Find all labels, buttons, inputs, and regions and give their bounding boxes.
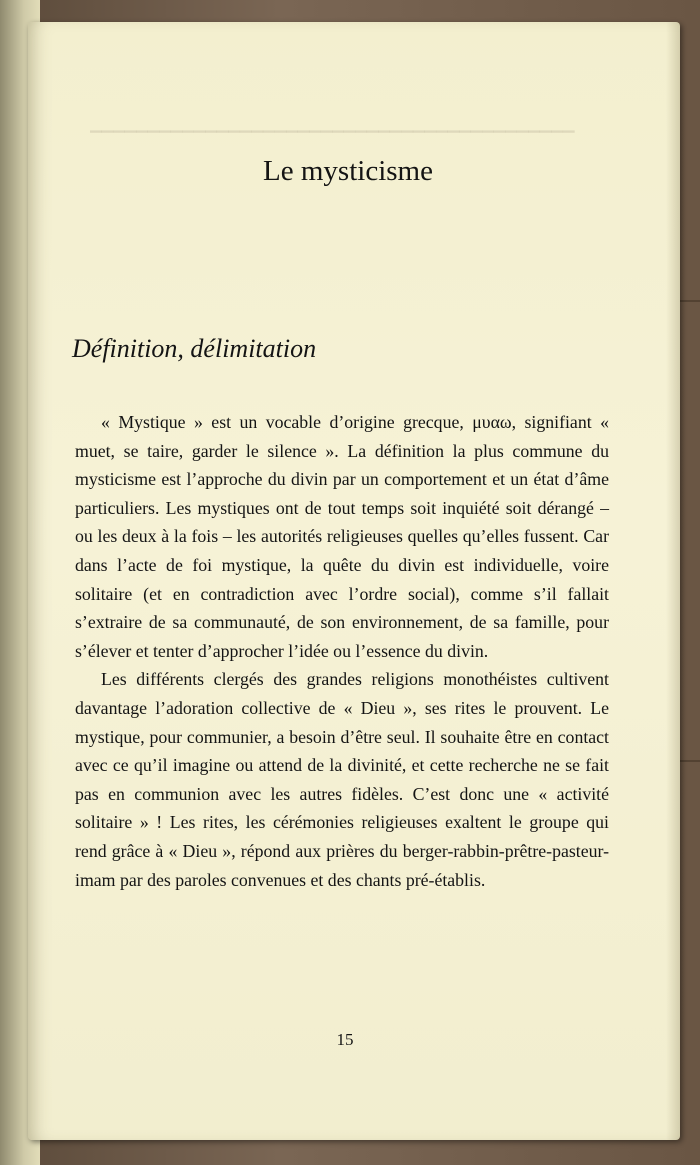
page-edge-shadow	[666, 22, 680, 1140]
body-text	[75, 408, 609, 894]
paragraph: « Mystique » est un vocable d’origine grecque, μυαω, signifiant « muet, se taire, garder le silence ». La définition la plus commune du mysticisme est l’approche du divin par un comportement et un état d’âme particuliers. Les mystiques ont de tout temps soit inquiété soit dérangé – ou les deux à la fois – les autorités religieuses quelles qu’elles fussent. Car dans l’acte de foi mystique, la quête du divin est individuelle, voire solitaire (et en contradiction avec l’ordre social), comme s’il fallait s’extraire de sa communauté, de son environnement, de sa famille, pour s’élever et tenter d’approcher l’idée ou l’essence du divin.	[75, 412, 609, 661]
page-number: 15	[336, 1030, 354, 1049]
chapter-title: Le mysticisme	[263, 155, 433, 187]
paragraph: Les différents clergés des grandes religions monothéistes cultivent davantage l’adoration collective de « Dieu », ses rites le prouvent. Le mystique, pour communier, a besoin d’être seul. Il souhaite être en contact avec ce qu’il imagine ou attend de la divinité, et cette recherche ne se fait pas en communion avec les autres fidèles. C’est donc une « activité solitaire » ! Les rites, les cérémonies religieuses exaltent le groupe qui rend grâce à « Dieu », répond aux prières du berger-rabbin-prêtre-pasteur-imam par des paroles convenues et des chants pré-établis.	[75, 669, 609, 890]
section-heading: Définition, délimitation	[72, 334, 317, 363]
show-through-text: ▁▁▁▁▁▁▁▁▁▁▁▁▁▁▁▁▁▁▁▁▁▁▁▁▁▁▁▁▁▁▁▁▁▁▁▁▁▁▁▁▁▁	[90, 117, 575, 133]
